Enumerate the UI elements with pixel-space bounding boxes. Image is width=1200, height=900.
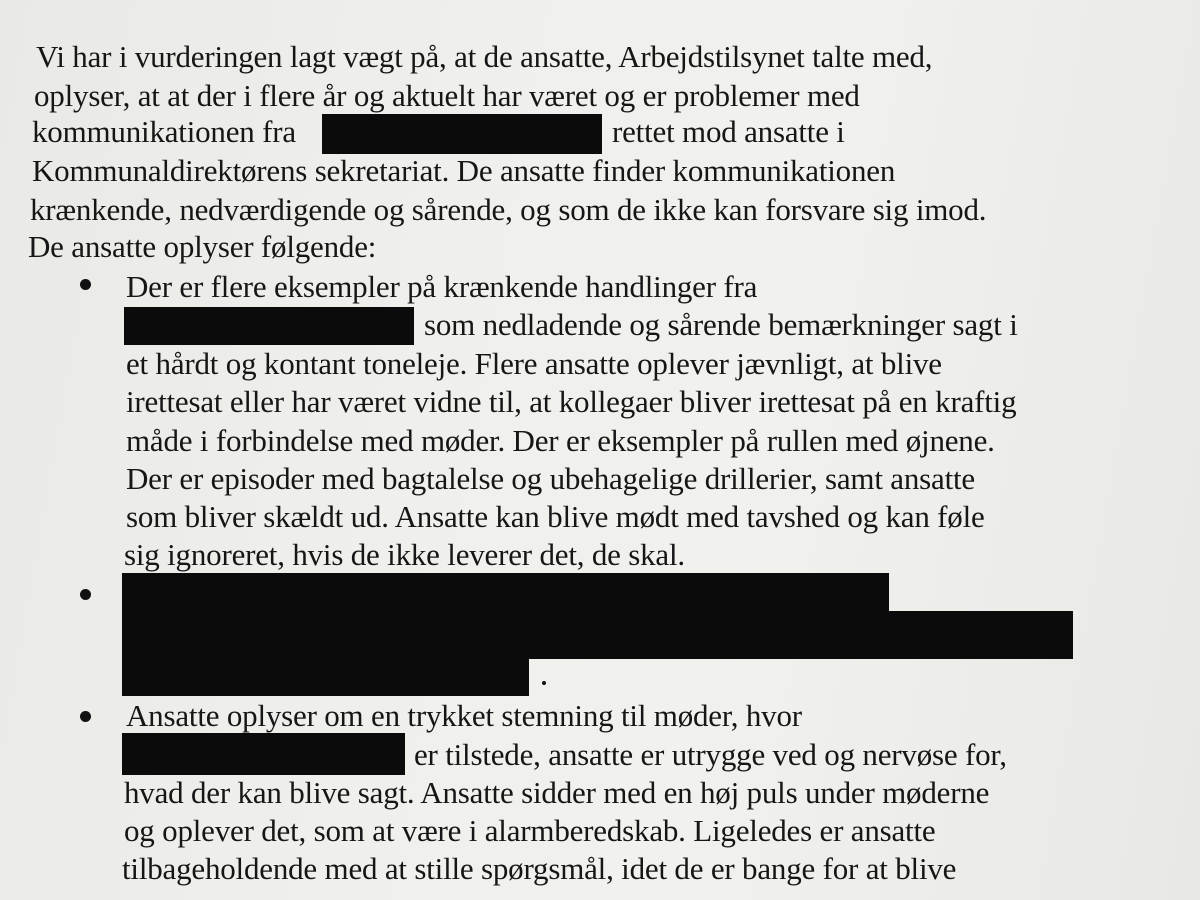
intro-line-3a: kommunikationen fra [32,114,296,149]
bullet-1-line-1: Der er flere eksempler på krænkende handlinger fra [126,269,758,304]
bullet-3-marker [80,711,91,722]
bullet-3-line-3: hvad der kan blive sagt. Ansatte sidder med en høj puls under møderne [124,775,990,810]
bullet-1-line-6: Der er episoder med bagtalelse og ubehagelige drillerier, samt ansatte [126,461,975,496]
redaction-block [124,307,414,345]
bullet-1-line-3: et hårdt og kontant toneleje. Flere ansatte oplever jævnligt, at blive [126,346,942,381]
intro-line-5: krænkende, nedværdigende og sårende, og som de ikke kan forsvare sig imod. [30,192,987,227]
bullet-1-line-8: sig ignoreret, hvis de ikke leverer det, de skal. [124,537,685,572]
intro-line-6: De ansatte oplyser følgende: [28,229,377,264]
redaction-block [122,655,529,696]
redaction-block [322,114,602,154]
redaction-block [122,611,1073,659]
bullet-3-line-1: Ansatte oplyser om en trykket stemning til møder, hvor [126,698,802,733]
intro-line-4: Kommunaldirektørens sekretariat. De ansatte finder kommunikationen [32,153,896,188]
intro-line-1: Vi har i vurderingen lagt vægt på, at de ansatte, Arbejdstilsynet talte med, [36,39,933,74]
trailing-period [542,681,546,685]
bullet-3-line-2: er tilstede, ansatte er utrygge ved og nervøse for, [414,737,1007,772]
intro-line-2: oplyser, at at der i flere år og aktuelt har været og er problemer med [34,78,860,113]
intro-line-3b: rettet mod ansatte i [612,114,845,149]
bullet-1-marker [80,279,91,290]
bullet-2-marker [80,589,91,600]
redaction-block [122,733,405,775]
bullet-3-line-5: tilbageholdende med at stille spørgsmål, idet de er bange for at blive [122,851,957,886]
bullet-1-line-2: som nedladende og sårende bemærkninger sagt i [424,307,1018,342]
bullet-3-line-4: og oplever det, som at være i alarmberedskab. Ligeledes er ansatte [124,813,936,848]
bullet-1-line-5: måde i forbindelse med møder. Der er eksempler på rullen med øjnene. [126,423,995,458]
bullet-1-line-7: som bliver skældt ud. Ansatte kan blive mødt med tavshed og kan føle [126,499,985,534]
redaction-block [122,573,889,615]
bullet-1-line-4: irettesat eller har været vidne til, at kollegaer bliver irettesat på en kraftig [126,384,1017,419]
